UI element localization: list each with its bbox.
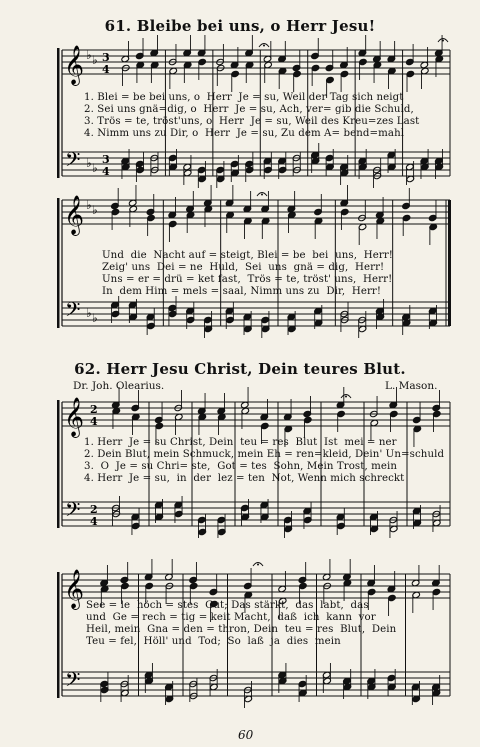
h61-s1-verse-3: 3. Trös = te, tröst'uns, o Herr Je = su, Weil des Kreu=zes Last bbox=[84, 116, 420, 127]
h61-s2-verse-3: Uns = er = drü = ket fast, Trös = te, tröst' uns, Herr! bbox=[102, 274, 393, 285]
h61-s1-verse-1: 1. Blei = be bei uns, o Herr Je = su, Weil der Tag sich neigt bbox=[84, 92, 404, 103]
bass-clef-icon: 𝄢 bbox=[65, 148, 81, 176]
hymn-62-title: 62. Herr Jesu Christ, Dein teures Blut. bbox=[74, 360, 406, 378]
time-sig-bottom: 4 bbox=[90, 415, 98, 428]
h62-s2-verse-4: Teu = fel, Höll' und Tod; So laß ja dies mein bbox=[86, 636, 341, 647]
h61-s1-verse-2: 2. Sei uns gnä=dig, o Herr Je = su, Ach, ver= gib die Schuld, bbox=[84, 104, 414, 115]
time-sig-bottom: 4 bbox=[102, 165, 110, 178]
bass-clef-icon: 𝄢 bbox=[65, 498, 81, 526]
fermata-dot bbox=[263, 45, 265, 47]
system-brace bbox=[57, 400, 60, 528]
flat-icon: ♭ bbox=[86, 198, 92, 212]
h62-s1-verse-1: 1. Herr Je = su Christ, Dein teu = res Blut Ist mei = ner bbox=[84, 437, 397, 448]
flat-icon: ♭ bbox=[92, 203, 98, 217]
h62-s1-verse-3: 3. O Je = su Chri= ste, Got = tes Sohn, Mein Trost, mein bbox=[84, 461, 398, 472]
flat-icon: ♭ bbox=[86, 306, 92, 320]
time-sig-top: 2 bbox=[90, 503, 98, 516]
h61-s2-verse-4: In dem Him = mels = saal, Nimm uns zu Dir, Herr! bbox=[102, 286, 382, 297]
fermata-dot bbox=[345, 396, 347, 398]
hymn-62-author: Dr. Joh. Olearius. bbox=[73, 380, 165, 392]
hymn-62-composer: L. Mason. bbox=[385, 380, 438, 392]
h62-s2-verse-3: Heil, mein Gna = den = thron, Dein teu = res Blut, Dein bbox=[86, 624, 397, 635]
time-sig-bottom: 4 bbox=[102, 63, 110, 76]
fermata-dot bbox=[261, 194, 263, 196]
hymn-61-title: 61. Bleibe bei uns, o Herr Jesu! bbox=[104, 17, 376, 35]
h62-s2-verse-1: See = le höch = stes Gut; Das stärkt, das labt, das bbox=[86, 600, 369, 611]
h62-s1-verse-4: 4. Herr Je = su, in der lez = ten Not, Wenn mich schreckt bbox=[84, 473, 405, 484]
treble-clef-icon: 𝄞 bbox=[64, 45, 85, 85]
flat-icon: ♭ bbox=[86, 156, 92, 170]
time-sig-top: 3 bbox=[102, 153, 110, 166]
h61-s2-verse-1: Und die Nacht auf = steigt, Blei = be bei uns, Herr! bbox=[102, 250, 394, 261]
treble-clef-icon: 𝄞 bbox=[64, 569, 85, 609]
bass-clef-icon: 𝄢 bbox=[65, 668, 81, 696]
flat-icon: ♭ bbox=[92, 161, 98, 175]
time-sig-top: 3 bbox=[102, 51, 110, 64]
h62-s2-verse-2: und Ge = rech = tig = keit Macht, daß ich kann vor bbox=[86, 612, 376, 623]
system-brace bbox=[57, 48, 60, 178]
fermata-dot bbox=[257, 564, 259, 566]
fermata-dot bbox=[442, 40, 444, 42]
time-sig-bottom: 4 bbox=[90, 515, 98, 528]
flat-icon: ♭ bbox=[92, 53, 98, 67]
page-number: 60 bbox=[238, 728, 254, 742]
final-barline-thick bbox=[448, 200, 451, 326]
h61-s1-verse-4: 4. Nimm uns zu Dir, o Herr Je = su, Zu dem A= bend=mahl bbox=[84, 128, 405, 139]
time-sig-top: 2 bbox=[90, 403, 98, 416]
flat-icon: ♭ bbox=[92, 311, 98, 325]
h62-s1-verse-2: 2. Dein Blut, mein Schmuck, mein Eh = ren=kleid, Dein' Un=schuld bbox=[84, 449, 445, 460]
system-brace bbox=[57, 198, 60, 328]
flat-icon: ♭ bbox=[86, 48, 92, 62]
system-brace bbox=[57, 572, 60, 698]
h61-s2-verse-2: Zeig' uns Dei = ne Huld, Sei uns gnä = dig, Herr! bbox=[102, 262, 385, 273]
treble-clef-icon: 𝄞 bbox=[64, 397, 85, 437]
bass-clef-icon: 𝄢 bbox=[65, 298, 81, 326]
treble-clef-icon: 𝄞 bbox=[64, 195, 85, 235]
